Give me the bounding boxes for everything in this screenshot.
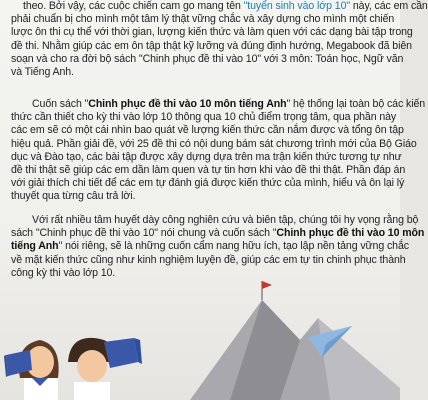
text-run: Chinh phục đề thi vào 10 môn (276, 227, 425, 240)
book-right-front (104, 338, 138, 368)
text-run: theo. Bởi vậy, các cuộc chiến cam go mang tên (23, 0, 244, 12)
text-run: về mặt kiến thức cũng như kinh nghiệm luyện đề, giúp các em tự tin chinh phục thành (11, 253, 406, 266)
student-boy-face (77, 350, 107, 382)
text-run: với giải thích chi tiết để các em tự đánh giá được kiến thức của mình, hiểu và ôn lại lý (11, 177, 405, 190)
text-run: sách "Chinh phục đề thi vào 10" nói chung và cuốn sách " (11, 227, 277, 240)
text-run: " hệ thống lại toàn bộ các kiến (286, 98, 426, 110)
text-run: lược ôn thi cụ thể với thời gian, lượng kiến thức và làm quen với các dạng bài tập trong (11, 26, 413, 39)
text-run: thức cần thiết cho kỳ thi vào lớp 10 thông qua 10 chủ điểm trọng tâm, qua phần này (11, 111, 397, 124)
text-run: " nói riêng, sẽ là những cuốn cẩm nang hữu ích, tạo lập nền tảng vững chắc (58, 240, 409, 253)
text-run: Cuốn sách " (32, 98, 89, 110)
book-icon-right (104, 338, 142, 368)
text-run: tiếng Anh (11, 240, 59, 253)
text-run: Chinh phục đề thi vào 10 môn tiếng Anh (88, 98, 287, 110)
text-run: soạn và cho ra đời bộ sách "Chinh phục đề thi vào 10" với 3 môn: Toán học, Ngữ văn (11, 52, 404, 65)
text-run: Với rất nhiều tâm huyết dày công nghiên cứu và biên tập, chúng tôi hy vọng rằng bộ (32, 214, 419, 226)
text-run: phải chuẩn bị cho mình một tâm lý thật vững chắc và xây dựng cho mình một chiến (11, 13, 395, 26)
text-run: dục và Đào tạo, các bài tập được xây dựng dựa trên ma trận kiến thức tương tự như (11, 150, 402, 163)
text-run: công kỳ thi vào lớp 10. (11, 266, 116, 279)
text-run: đề thi thật sẽ giúp các em dần làm quen và tự tin hơn khi vào đề thi thật. Phần đáp án (11, 164, 406, 176)
text-run: các em sẽ có một cái nhìn bao quát về lượng kiến thức cần nắm được và tổng ôn tập (11, 124, 404, 137)
mountain-right (318, 318, 400, 400)
flag (262, 281, 272, 289)
text-run: và Tiếng Anh. (11, 66, 74, 78)
student-boy-body (74, 382, 110, 400)
text-run: hiệu quả. Phần giải đề, với 25 đề thi có nội dung bám sát chương trình mới của Bộ Giáo (11, 137, 417, 150)
text-run: "tuyển sinh vào lớp 10" (243, 0, 351, 12)
text-run: này, các em cần (350, 0, 428, 12)
text-run: đề thi. Nhằm giúp các em ôn tập thật kỹ lưỡng và đúng định hướng, Megabook đã biên (11, 39, 412, 52)
text-run: thuyết qua từng câu trả lời. (11, 190, 136, 203)
